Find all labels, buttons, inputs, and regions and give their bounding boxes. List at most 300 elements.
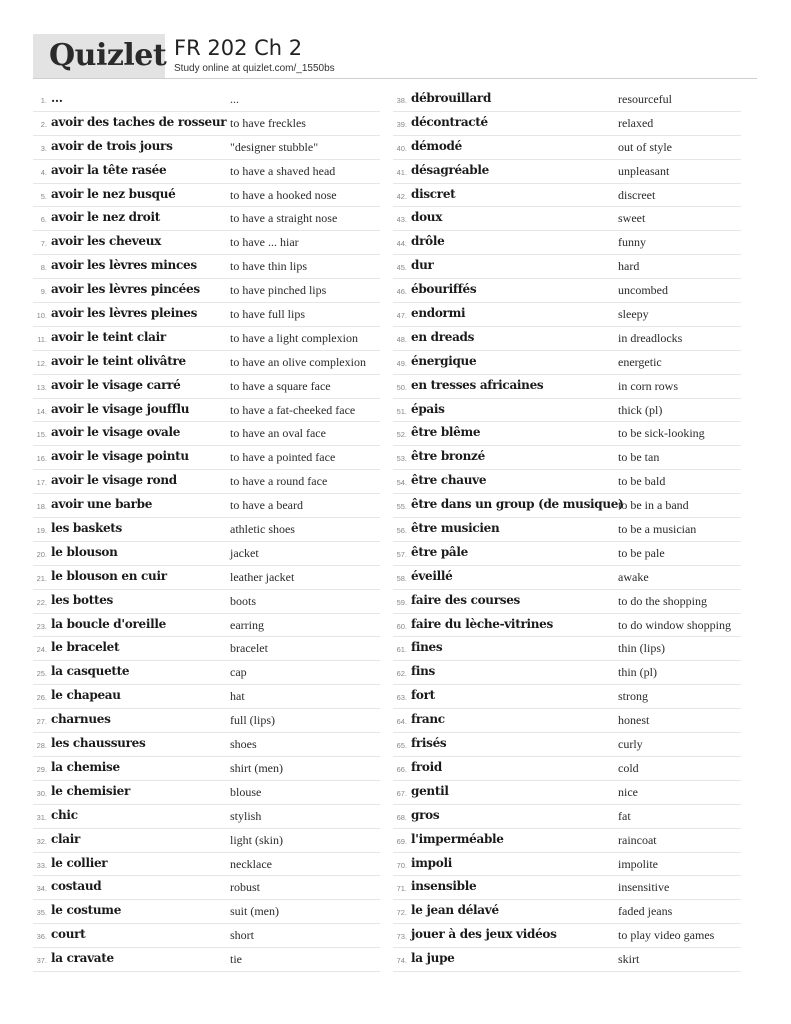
card-term: faire des courses [411, 592, 520, 607]
card-definition: short [230, 928, 254, 943]
card-term: drôle [411, 234, 445, 249]
card-definition: to be bald [618, 474, 666, 489]
card-number: 59. [396, 597, 407, 607]
card-definition: to have a pointed face [230, 450, 336, 465]
card-term: le chemisier [51, 783, 130, 798]
card-row [33, 661, 380, 685]
card-row [33, 327, 380, 351]
card-term: fins [411, 664, 436, 679]
card-row [33, 542, 380, 566]
card-row [393, 518, 741, 542]
card-definition: to do the shopping [618, 593, 707, 608]
card-row [393, 876, 741, 900]
card-row [33, 112, 380, 136]
card-number: 26. [36, 693, 47, 703]
card-row [33, 876, 380, 900]
card-definition: boots [230, 593, 257, 608]
card-number: 25. [36, 669, 47, 679]
card-row [393, 805, 741, 829]
card-definition: blouse [230, 784, 262, 799]
card-number: 42. [396, 191, 407, 201]
card-definition: to have a light complexion [230, 330, 358, 345]
card-term: le blouson [51, 544, 118, 559]
card-definition: to play video games [618, 928, 715, 943]
card-term: frisés [411, 736, 447, 751]
card-term: insensible [411, 879, 477, 894]
card-definition: robust [230, 880, 260, 895]
card-number: 12. [36, 358, 47, 368]
card-number: 44. [396, 239, 407, 249]
card-definition: in corn rows [618, 378, 678, 393]
card-term: jouer à des jeux vidéos [411, 927, 557, 942]
card-definition: unpleasant [618, 163, 670, 178]
card-number: 63. [396, 693, 407, 703]
card-term: le blouson en cuir [51, 568, 167, 583]
card-term: fort [411, 688, 435, 703]
card-term: être dans un group (de musique) [411, 497, 624, 512]
card-row [33, 900, 380, 924]
card-term: le collier [51, 855, 108, 870]
card-definition: to be a musician [618, 522, 697, 537]
card-number: 5. [40, 191, 47, 201]
card-row [33, 303, 380, 327]
card-definition: thin (pl) [618, 665, 657, 680]
card-number: 17. [36, 478, 47, 488]
card-definition: skirt [618, 952, 640, 967]
card-term: le jean délavé [411, 903, 499, 918]
card-definition: to have a fat-cheeked face [230, 402, 356, 417]
card-number: 35. [36, 908, 47, 918]
card-term: impoli [411, 855, 452, 870]
card-row [393, 900, 741, 924]
card-number: 41. [396, 167, 407, 177]
card-row [33, 685, 380, 709]
card-row [393, 924, 741, 948]
card-term: endormi [411, 306, 466, 321]
card-row [393, 255, 741, 279]
card-row [393, 829, 741, 853]
card-term: costaud [51, 879, 102, 894]
card-row [33, 518, 380, 542]
card-definition: strong [618, 689, 648, 704]
card-definition: discreet [618, 187, 656, 202]
card-definition: out of style [618, 139, 672, 154]
card-definition: "designer stubble" [230, 139, 319, 154]
card-term: doux [411, 210, 443, 225]
card-number: 53. [396, 454, 407, 464]
card-row [33, 757, 380, 781]
card-number: 15. [36, 430, 47, 440]
card-row [33, 184, 380, 208]
card-row [33, 637, 380, 661]
card-definition: to have a shaved head [230, 163, 336, 178]
card-number: 27. [36, 717, 47, 727]
card-term: la jupe [411, 951, 455, 966]
card-term: être blême [411, 425, 481, 440]
card-definition: to be sick-looking [618, 426, 705, 441]
card-term: chic [51, 807, 78, 822]
card-term: ébouriffés [411, 282, 477, 297]
card-term: avoir une barbe [51, 497, 153, 512]
card-term: éveillé [411, 568, 453, 583]
card-number: 37. [36, 956, 47, 966]
card-definition: energetic [618, 354, 662, 369]
card-definition: to have an oval face [230, 426, 326, 441]
card-number: 71. [396, 884, 407, 894]
card-row [33, 948, 380, 972]
card-number: 16. [36, 454, 47, 464]
card-number: 65. [396, 741, 407, 751]
card-definition: to be in a band [618, 498, 689, 513]
card-definition: impolite [618, 856, 658, 871]
card-row [33, 590, 380, 614]
card-term: la chemise [51, 759, 120, 774]
card-row [393, 853, 741, 877]
left-column [33, 88, 380, 972]
card-definition: in dreadlocks [618, 330, 683, 345]
card-row [393, 733, 741, 757]
card-row [393, 160, 741, 184]
card-number: 13. [36, 382, 47, 392]
card-term: avoir le visage carré [51, 377, 181, 392]
card-row [33, 375, 380, 399]
card-term: être musicien [411, 521, 500, 536]
card-definition: tie [230, 952, 242, 967]
card-number: 34. [36, 884, 47, 894]
card-term: avoir les lèvres pincées [51, 282, 200, 297]
card-term: avoir le visage pointu [51, 449, 189, 464]
card-term: avoir le visage ovale [51, 425, 181, 440]
card-term: l'imperméable [411, 831, 504, 846]
card-definition: to do window shopping [618, 617, 732, 632]
card-row [393, 184, 741, 208]
card-definition: relaxed [618, 115, 654, 130]
card-definition: cap [230, 665, 247, 680]
card-definition: full (lips) [230, 713, 275, 728]
card-definition: thick (pl) [618, 402, 663, 417]
card-definition: cold [618, 760, 639, 775]
card-number: 72. [396, 908, 407, 918]
card-number: 3. [40, 143, 47, 153]
quizlet-logo [33, 34, 165, 79]
card-definition: funny [618, 235, 646, 250]
card-row [33, 566, 380, 590]
card-row [33, 207, 380, 231]
card-term: avoir le teint olivâtre [51, 353, 186, 368]
card-number: 8. [40, 263, 47, 273]
card-row [393, 566, 741, 590]
card-row [393, 351, 741, 375]
card-definition: resourceful [618, 92, 672, 106]
card-row [393, 303, 741, 327]
card-number: 73. [396, 932, 407, 942]
card-row [393, 661, 741, 685]
card-row [393, 112, 741, 136]
card-row [393, 685, 741, 709]
card-number: 24. [36, 645, 47, 655]
card-row [393, 542, 741, 566]
card-row [33, 853, 380, 877]
right-column [393, 88, 741, 972]
card-definition: hat [230, 689, 245, 704]
card-number: 20. [36, 549, 47, 559]
card-number: 48. [396, 334, 407, 344]
card-term: le chapeau [51, 688, 121, 703]
card-number: 43. [396, 215, 407, 225]
card-row [393, 446, 741, 470]
card-row [33, 709, 380, 733]
card-number: 62. [396, 669, 407, 679]
card-definition: faded jeans [618, 904, 673, 919]
card-definition: to have a straight nose [230, 211, 338, 226]
card-number: 45. [396, 263, 407, 273]
card-definition: awake [618, 569, 649, 584]
card-definition: insensitive [618, 880, 670, 895]
card-term: faire du lèche-vitrines [411, 616, 553, 631]
card-number: 14. [36, 406, 47, 416]
card-row [33, 470, 380, 494]
card-row [393, 757, 741, 781]
card-term: avoir des taches de rosseur [51, 114, 227, 129]
card-term: avoir les lèvres minces [51, 258, 197, 273]
set-subtitle: Study online at quizlet.com/_1550bs [174, 63, 335, 74]
card-number: 19. [36, 526, 47, 536]
card-term: énergique [411, 353, 477, 368]
card-row [33, 494, 380, 518]
card-row [393, 781, 741, 805]
card-definition: sleepy [618, 307, 649, 322]
card-number: 47. [396, 311, 407, 321]
card-term: fines [411, 640, 443, 655]
card-definition: nice [618, 784, 638, 799]
card-term: les chaussures [51, 736, 146, 751]
card-definition: stylish [230, 808, 262, 823]
card-term: avoir le teint clair [51, 329, 166, 344]
card-definition: to have thin lips [230, 259, 307, 274]
card-number: 58. [396, 573, 407, 583]
card-definition: shirt (men) [230, 760, 283, 775]
card-definition: uncombed [618, 283, 668, 298]
card-term: avoir le nez droit [51, 210, 160, 225]
card-number: 67. [396, 788, 407, 798]
page-header [33, 34, 757, 79]
card-term: en dreads [411, 329, 475, 344]
card-row [393, 279, 741, 303]
card-row [393, 88, 741, 112]
card-term: débrouillard [411, 91, 492, 105]
card-row [393, 709, 741, 733]
card-term: épais [411, 401, 445, 416]
card-row [393, 399, 741, 423]
card-term: la cravate [51, 951, 114, 966]
card-number: 70. [396, 860, 407, 870]
card-term: être pâle [411, 544, 468, 559]
card-term: démodé [411, 138, 462, 153]
card-definition: to have a square face [230, 378, 331, 393]
card-row [393, 207, 741, 231]
card-number: 38. [396, 96, 407, 105]
card-number: 61. [396, 645, 407, 655]
card-number: 23. [36, 621, 47, 631]
card-definition: to have a round face [230, 474, 328, 489]
card-row [33, 136, 380, 160]
card-number: 32. [36, 836, 47, 846]
card-number: 9. [40, 287, 47, 297]
card-number: 18. [36, 502, 47, 512]
card-row [33, 399, 380, 423]
card-row [393, 590, 741, 614]
card-term: avoir le visage joufflu [51, 401, 190, 416]
card-term: la boucle d'oreille [51, 616, 166, 631]
card-term: les baskets [51, 521, 122, 536]
header-divider [33, 78, 757, 79]
card-number: 68. [396, 812, 407, 822]
card-number: 52. [396, 430, 407, 440]
card-definition: to have pinched lips [230, 283, 327, 298]
card-row [33, 829, 380, 853]
card-row [33, 88, 380, 112]
card-term: avoir la tête rasée [51, 162, 167, 177]
card-definition: jacket [230, 545, 259, 560]
card-row [393, 327, 741, 351]
card-definition: leather jacket [230, 569, 295, 584]
card-row [33, 781, 380, 805]
card-definition: to have a beard [230, 498, 303, 513]
card-definition: suit (men) [230, 904, 279, 919]
card-row [33, 422, 380, 446]
card-number: 74. [396, 956, 407, 966]
card-definition: earring [230, 617, 264, 632]
card-definition: athletic shoes [230, 522, 295, 537]
card-number: 50. [396, 382, 407, 392]
card-number: 31. [36, 812, 47, 822]
card-number: 49. [396, 358, 407, 368]
card-definition: to be pale [618, 545, 665, 560]
card-number: 64. [396, 717, 407, 727]
card-definition: sweet [618, 211, 646, 226]
card-term: désagréable [411, 162, 489, 177]
card-number: 6. [40, 215, 47, 225]
card-row [393, 231, 741, 255]
card-number: 21. [36, 573, 47, 583]
card-row [393, 494, 741, 518]
card-term: avoir de trois jours [51, 138, 173, 153]
card-definition: curly [618, 737, 643, 752]
card-row [393, 948, 741, 972]
card-definition: to have a hooked nose [230, 187, 337, 202]
card-row [33, 255, 380, 279]
card-row [393, 375, 741, 399]
card-number: 39. [396, 119, 407, 129]
card-definition: bracelet [230, 641, 268, 656]
card-number: 2. [40, 119, 47, 129]
card-row [33, 279, 380, 303]
card-number: 66. [396, 764, 407, 774]
card-number: 22. [36, 597, 47, 607]
card-term: le costume [51, 903, 122, 918]
card-definition: necklace [230, 856, 272, 871]
card-term: le bracelet [51, 640, 120, 655]
card-term: être bronzé [411, 449, 485, 464]
card-row [33, 231, 380, 255]
card-row [33, 351, 380, 375]
card-definition: hard [618, 259, 640, 274]
card-row [393, 470, 741, 494]
card-row [393, 136, 741, 160]
card-row [33, 446, 380, 470]
card-term: les bottes [51, 592, 113, 607]
card-definition: to be tan [618, 450, 660, 465]
card-number: 54. [396, 478, 407, 488]
card-definition: shoes [230, 737, 257, 752]
card-term: avoir les cheveux [51, 234, 161, 249]
card-term: gentil [411, 783, 449, 798]
card-row [393, 422, 741, 446]
set-title: FR 202 Ch 2 [174, 36, 303, 60]
card-definition: honest [618, 713, 650, 728]
card-number: 33. [36, 860, 47, 870]
card-definition: ... [230, 92, 239, 106]
card-term: avoir les lèvres pleines [51, 306, 198, 321]
card-term: froid [411, 759, 442, 774]
card-term: être chauve [411, 473, 487, 488]
card-number: 56. [396, 526, 407, 536]
card-number: 28. [36, 741, 47, 751]
card-term: avoir le nez busqué [51, 186, 176, 201]
card-term: franc [411, 712, 445, 727]
card-number: 10. [36, 311, 47, 321]
card-term: avoir le visage rond [51, 473, 177, 488]
card-number: 1. [40, 96, 47, 105]
card-definition: to have freckles [230, 115, 306, 130]
card-definition: to have an olive complexion [230, 354, 366, 369]
card-term: ... [51, 91, 63, 105]
card-number: 29. [36, 764, 47, 774]
card-number: 55. [396, 502, 407, 512]
card-term: charnues [51, 712, 111, 727]
card-number: 4. [40, 167, 47, 177]
card-definition: thin (lips) [618, 641, 665, 656]
card-definition: raincoat [618, 832, 657, 847]
card-row [33, 733, 380, 757]
card-term: clair [51, 831, 81, 846]
card-row [33, 614, 380, 638]
card-row [393, 637, 741, 661]
card-term: discret [411, 186, 456, 201]
card-term: gros [411, 807, 440, 822]
card-definition: to have full lips [230, 307, 305, 322]
card-number: 51. [396, 406, 407, 416]
card-term: dur [411, 258, 434, 273]
card-row [33, 924, 380, 948]
card-term: décontracté [411, 114, 488, 129]
card-number: 46. [396, 287, 407, 297]
card-term: court [51, 927, 86, 942]
card-number: 60. [396, 621, 407, 631]
card-row [393, 614, 741, 638]
card-definition: light (skin) [230, 832, 283, 847]
card-term: la casquette [51, 664, 130, 679]
card-number: 36. [36, 932, 47, 942]
card-row [33, 805, 380, 829]
card-number: 57. [396, 549, 407, 559]
card-number: 30. [36, 788, 47, 798]
card-number: 7. [40, 239, 47, 249]
card-term: en tresses africaines [411, 377, 544, 392]
card-definition: to have ... hiar [230, 235, 299, 250]
card-number: 11. [37, 334, 47, 344]
logo-text: Quizlet [49, 38, 167, 73]
